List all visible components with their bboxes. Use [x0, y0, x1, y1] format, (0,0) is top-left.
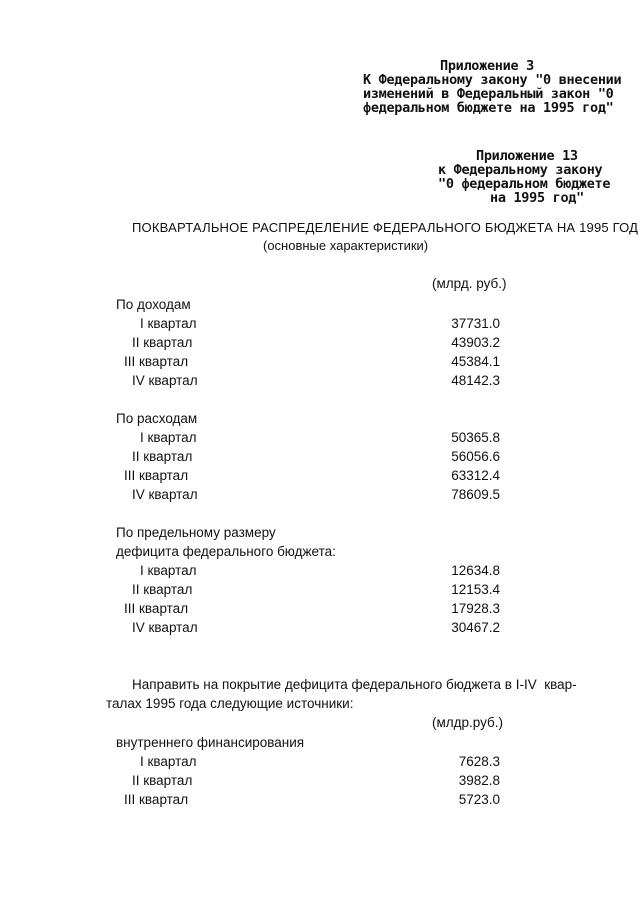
internal-row-value: 5723.0 — [458, 792, 500, 807]
paragraph-line-1: Направить на покрытие дефицита федерального бюджета в I-IV квар- — [132, 677, 577, 692]
appendix-3-line3: изменений в Федеральный закон "0 — [363, 86, 614, 102]
expenses-row-value: 50365.8 — [451, 430, 500, 445]
appendix-13-label: Приложение 13 — [476, 148, 578, 164]
appendix-3-label: Приложение 3 — [440, 58, 534, 74]
deficit-heading-cont: дефицита федерального бюджета: — [116, 544, 336, 559]
paragraph-line-2: талах 1995 года следующие источники: — [106, 696, 354, 711]
deficit-row-value: 12634.8 — [451, 563, 500, 578]
deficit-row-label: III квартал — [124, 601, 189, 616]
income-heading: По доходам — [116, 297, 191, 312]
internal-row-label: II квартал — [132, 773, 193, 788]
expenses-row-label: II квартал — [132, 449, 193, 464]
deficit-heading: По предельному размеру — [116, 525, 276, 540]
deficit-row-value: 17928.3 — [451, 601, 500, 616]
income-row-label: I квартал — [140, 316, 197, 331]
appendix-13-line4: на 1995 год" — [490, 190, 584, 206]
unit-label-2: (млдр.руб.) — [432, 715, 504, 730]
internal-row-value: 3982.8 — [458, 773, 500, 788]
internal-row-value: 7628.3 — [458, 754, 500, 769]
expenses-row-label: III квартал — [124, 468, 189, 483]
expenses-row-label: I квартал — [140, 430, 197, 445]
appendix-3-line4: федеральном бюджете на 1995 год" — [363, 100, 614, 116]
internal-financing-heading: внутреннего финансирования — [116, 735, 305, 750]
deficit-row-value: 12153.4 — [451, 582, 500, 597]
appendix-3-line2: К Федеральному закону "0 внесении — [363, 72, 622, 88]
internal-row-label: III квартал — [124, 792, 189, 807]
document-subtitle: (основные характеристики) — [263, 238, 429, 253]
expenses-row-value: 56056.6 — [451, 449, 500, 464]
appendix-13-line2: к Федеральному закону — [438, 162, 603, 178]
document-title: ПОКВАРТАЛЬНОЕ РАСПРЕДЕЛЕНИЕ ФЕДЕРАЛЬНОГО БЮДЖЕТА НА 1995 ГОД — [132, 220, 639, 235]
income-row-value: 37731.0 — [451, 316, 500, 331]
expenses-row-label: IV квартал — [132, 487, 198, 502]
income-row-value: 45384.1 — [451, 354, 500, 369]
unit-label: (млрд. руб.) — [432, 276, 507, 291]
income-row-label: II квартал — [132, 335, 193, 350]
income-row-value: 43903.2 — [451, 335, 500, 350]
expenses-heading: По расходам — [116, 411, 198, 426]
deficit-row-value: 30467.2 — [451, 620, 500, 635]
income-row-label: III квартал — [124, 354, 189, 369]
deficit-row-label: I квартал — [140, 563, 197, 578]
income-row-value: 48142.3 — [451, 373, 500, 388]
deficit-row-label: IV квартал — [132, 620, 198, 635]
expenses-row-value: 63312.4 — [451, 468, 500, 483]
appendix-13-line3: "0 федеральном бюджете — [438, 176, 611, 192]
income-row-label: IV квартал — [132, 373, 198, 388]
internal-row-label: I квартал — [140, 754, 197, 769]
deficit-row-label: II квартал — [132, 582, 193, 597]
expenses-row-value: 78609.5 — [451, 487, 500, 502]
